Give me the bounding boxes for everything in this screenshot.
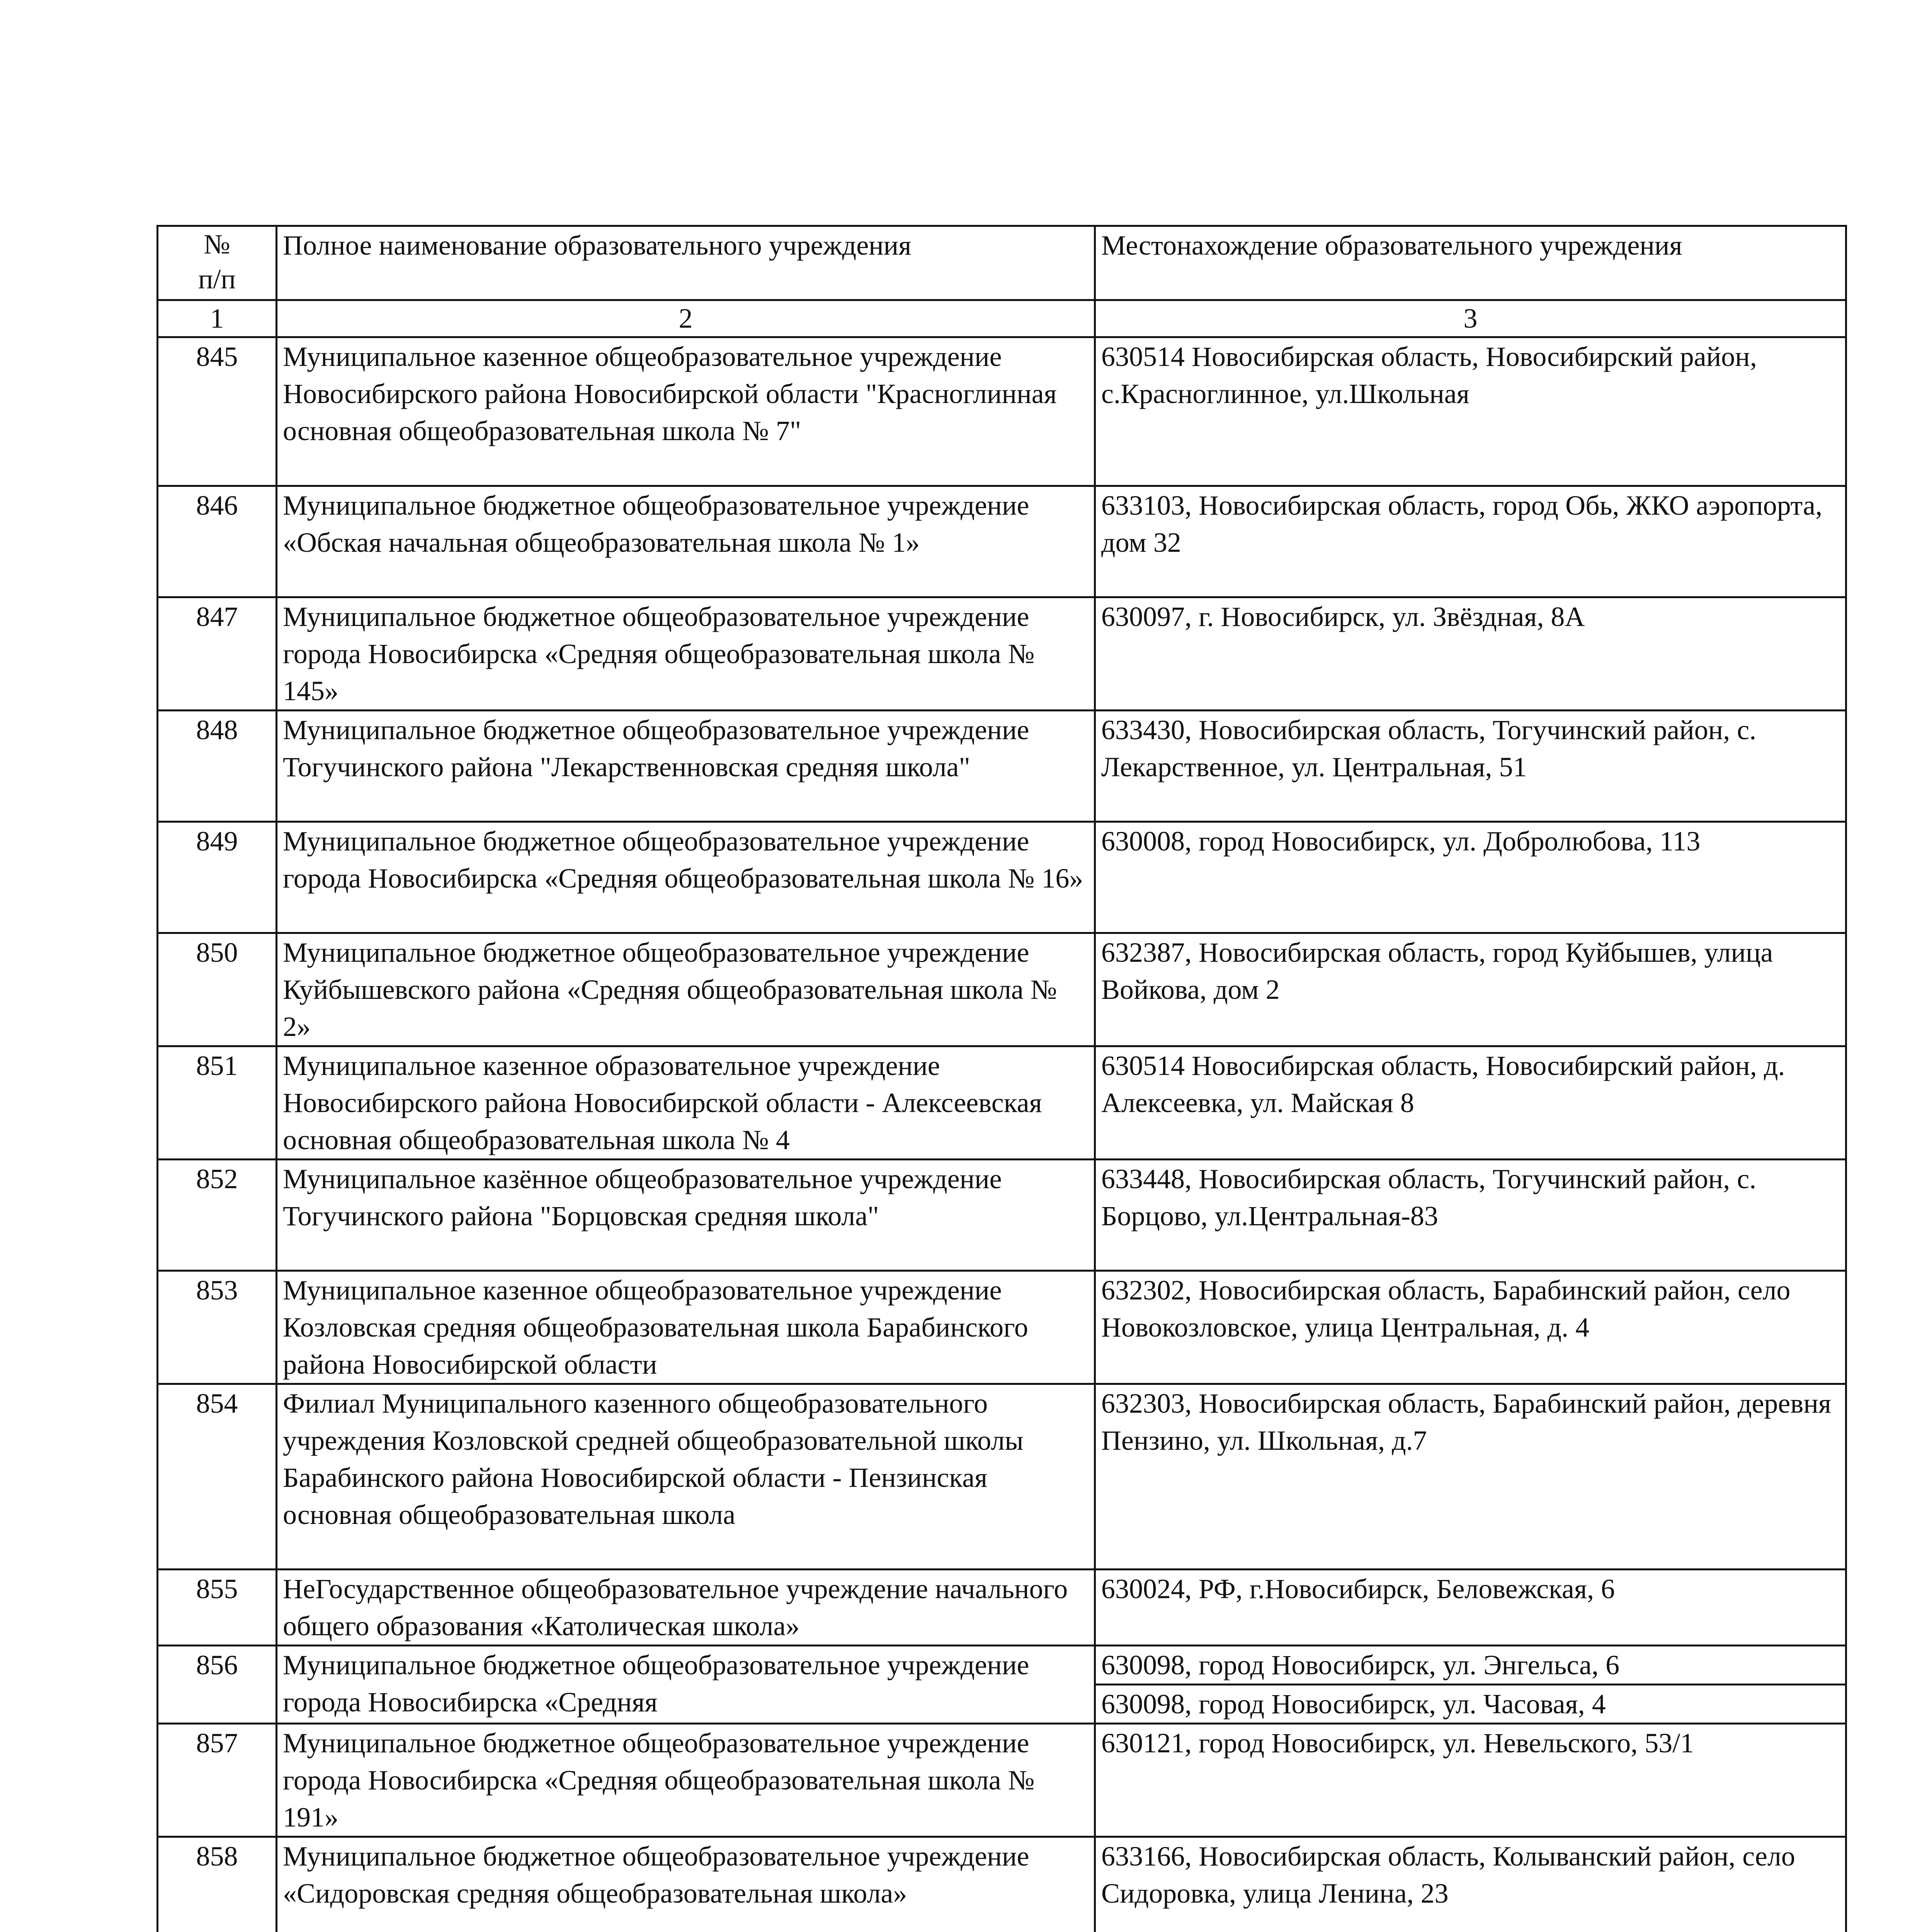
row-number: 847: [158, 597, 277, 711]
table-row: [158, 1160, 1846, 1271]
column-numbers-row: [158, 300, 1846, 337]
table-row: [158, 1646, 1846, 1724]
row-number: 855: [158, 1570, 277, 1646]
row-number: 850: [158, 933, 277, 1046]
school-name: [277, 1646, 1095, 1724]
school-name: Муниципальное бюджетное общеобразовательное учреждение города Новосибирска «Средняя общеобразовательная школа № 145»: [277, 597, 1095, 711]
school-name: Муниципальное бюджетное общеобразовательное учреждение «Сидоровская средняя общеобразовательная школа»: [277, 1837, 1095, 1932]
school-address: 630008, город Новосибирск, ул. Добролюбова, 113: [1095, 822, 1846, 933]
row-number: 849: [158, 822, 277, 933]
table-row: [158, 711, 1846, 822]
table-row: [158, 597, 1846, 711]
table-row: [158, 933, 1846, 1046]
schools-table: [156, 225, 1847, 1932]
school-name: Муниципальное бюджетное общеобразовательное учреждение города Новосибирска «Средняя общеобразовательная школа № 191»: [277, 1724, 1095, 1837]
column-number-3: 3: [1095, 300, 1846, 337]
row-number: 854: [158, 1384, 277, 1570]
school-address: 630514 Новосибирская область, Новосибирский район, д. Алексеевка, ул. Майская 8: [1095, 1046, 1846, 1160]
column-number-1: 1: [158, 300, 277, 337]
school-name: Муниципальное казённое общеобразовательное учреждение Тогучинского района "Борцовская средняя школа": [277, 1160, 1095, 1271]
school-address: 630024, РФ, г.Новосибирск, Беловежская, 6: [1095, 1570, 1846, 1646]
school-address: 633430, Новосибирская область, Тогучинский район, с. Лекарственное, ул. Центральная, 51: [1095, 711, 1846, 822]
table-row: [158, 1570, 1846, 1646]
school-address: [1095, 1646, 1846, 1724]
row-number: 857: [158, 1724, 277, 1837]
school-address: 633103, Новосибирская область, город Обь, ЖКО аэропорта, дом 32: [1095, 486, 1846, 597]
header-name: Полное наименование образовательного учреждения: [277, 226, 1095, 300]
school-name: Муниципальное бюджетное общеобразовательное учреждение города Новосибирска «Средняя общеобразовательная школа № 16»: [277, 822, 1095, 933]
table-header-row: [158, 226, 1846, 300]
table-row: [158, 1046, 1846, 1160]
school-name: Муниципальное казенное общеобразовательное учреждение Новосибирского района Новосибирской области "Красноглинная основная общеобразовательная школа № 7": [277, 337, 1095, 486]
table-row: [158, 1384, 1846, 1570]
table-row: [158, 486, 1846, 597]
row-number: 856: [158, 1646, 277, 1724]
header-address: Местонахождение образовательного учреждения: [1095, 226, 1846, 300]
table-row: [158, 822, 1846, 933]
school-address: 632387, Новосибирская область, город Куйбышев, улица Войкова, дом 2: [1095, 933, 1846, 1046]
school-address: 630121, город Новосибирск, ул. Невельского, 53/1: [1095, 1724, 1846, 1837]
school-address: 632302, Новосибирская область, Барабинский район, село Новокозловское, улица Центральная, д. 4: [1095, 1271, 1846, 1384]
school-address: 633448, Новосибирская область, Тогучинский район, с. Борцово, ул.Центральная-83: [1095, 1160, 1846, 1271]
table-row: [158, 1724, 1846, 1837]
school-name: Муниципальное бюджетное общеобразовательное учреждение Тогучинского района "Лекарственновская средняя школа": [277, 711, 1095, 822]
row-number: 853: [158, 1271, 277, 1384]
school-address: 630097, г. Новосибирск, ул. Звёздная, 8А: [1095, 597, 1846, 711]
row-number: 852: [158, 1160, 277, 1271]
school-name: Муниципальное бюджетное общеобразовательное учреждение Куйбышевского района «Средняя общеобразовательная школа № 2»: [277, 933, 1095, 1046]
column-number-2: 2: [277, 300, 1095, 337]
school-address-line-1: 630098, город Новосибирск, ул. Энгельса, 6: [1101, 1650, 1620, 1680]
row-number: 858: [158, 1837, 277, 1932]
row-number: 848: [158, 711, 277, 822]
school-address: 633166, Новосибирская область, Колыванский район, село Сидоровка, улица Ленина, 23: [1095, 1837, 1846, 1932]
table-row: [158, 1271, 1846, 1384]
table-row: [158, 337, 1846, 486]
row-number: 845: [158, 337, 277, 486]
school-address-line-2: 630098, город Новосибирск, ул. Часовая, 4: [1096, 1684, 1845, 1723]
school-name: Муниципальное казенное образовательное учреждение Новосибирского района Новосибирской области - Алексеевская основная общеобразовательная школа № 4: [277, 1046, 1095, 1160]
school-address: 632303, Новосибирская область, Барабинский район, деревня Пензино, ул. Школьная, д.7: [1095, 1384, 1846, 1570]
header-number: [158, 226, 277, 300]
table-row: [158, 1837, 1846, 1932]
school-address: 630514 Новосибирская область, Новосибирский район, с.Красноглинное, ул.Школьная: [1095, 337, 1846, 486]
school-name: Филиал Муниципального казенного общеобразовательного учреждения Козловской средней общеобразовательной школы Барабинского района Новосибирской области - Пензинская основная общеобразовательная школа: [277, 1384, 1095, 1570]
school-name: Муниципальное бюджетное общеобразовательное учреждение «Обская начальная общеобразовательная школа № 1»: [277, 486, 1095, 597]
header-number-abbr: п/п: [198, 264, 236, 294]
header-number-symbol: №: [204, 229, 230, 260]
row-number: 846: [158, 486, 277, 597]
school-name: Муниципальное казенное общеобразовательное учреждение Козловская средняя общеобразовательная школа Барабинского района Новосибирской области: [277, 1271, 1095, 1384]
school-name: НеГосударственное общеобразовательное учреждение начального общего образования «Католическая школа»: [277, 1570, 1095, 1646]
row-number: 851: [158, 1046, 277, 1160]
school-name-text: Муниципальное бюджетное общеобразовательное учреждение города Новосибирска «Средняя: [283, 1650, 1029, 1718]
